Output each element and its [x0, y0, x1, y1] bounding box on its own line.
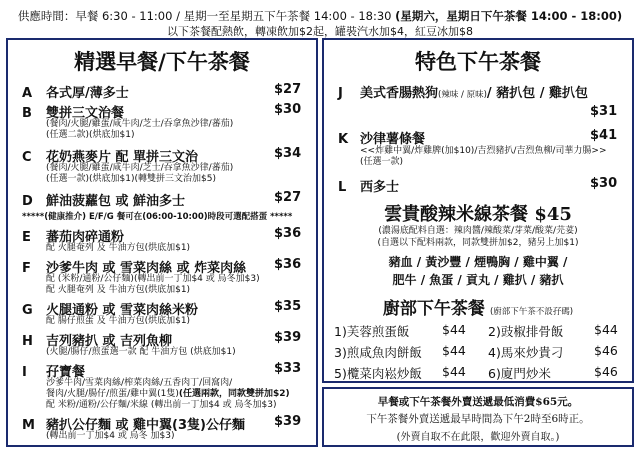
- drink-note: 以下茶餐配熱飲，轉凍飲加$2起，罐裝汽水加$4，紅豆冰加$8: [167, 25, 473, 38]
- item-name: 美式香腸熱狗: [360, 86, 439, 101]
- item-b-detail-2: (任選二款)(烘底加$1): [46, 130, 135, 140]
- item-h-price: $39: [274, 330, 302, 345]
- item-l-price: $30: [590, 176, 618, 191]
- delivery-time-note: 下午茶餐外賣送遞最早時間為下午2時至6時正。: [366, 413, 590, 425]
- item-h-detail: (火腿/腸仔/煎蛋選一款 配 牛油方包 (烘底加$1): [46, 347, 236, 357]
- item-letter: I: [22, 365, 27, 380]
- item-name-tail: / 豬扒包 / 雞扒包: [486, 86, 588, 101]
- item-m-detail: (轉出前一丁加$4 或 烏冬 加$3): [46, 431, 175, 441]
- item-name: 沙爹牛肉 或 雪菜肉絲 或 炸菜肉絲: [46, 261, 247, 276]
- service-hours-weekday: 供應時間：早餐 6:30 - 11:00 / 星期一至星期五下午茶餐 14:00 - 18:30: [17, 9, 392, 23]
- item-j-price: $31: [590, 104, 618, 119]
- item-i-price: $33: [274, 361, 302, 376]
- item-i-detail-3: 配 米粉/通粉/公仔麵/米線 (轉出前一丁加$4 或 烏冬加$3): [46, 400, 277, 410]
- item-letter: M: [22, 418, 35, 433]
- kitchen-dish-3-price: $44: [442, 343, 466, 358]
- item-c-detail: (餐肉/火腿/雞蛋/咸牛肉/芝士/吞拿魚沙律/蕃茄): [46, 163, 234, 173]
- kitchen-set-note: (廚部下午茶不設孖碼): [489, 307, 574, 317]
- item-a-price: $27: [274, 82, 302, 97]
- menu-item-k: [338, 128, 425, 147]
- item-d-price: $27: [274, 190, 302, 205]
- noodle-toppings-row-2: 肥牛 / 魚蛋 / 貢丸 / 雞扒 / 豬扒: [392, 273, 564, 287]
- item-letter: K: [338, 132, 349, 147]
- kitchen-dish-5: 5)欖菜肉崧炒飯: [334, 366, 422, 381]
- item-letter: H: [22, 334, 33, 349]
- item-f-detail-2: 配 火腿奄列 及 牛油方包(烘底加$1): [46, 285, 191, 295]
- item-k-detail: <<炸雞中翼/炸雞脾(加$10)/吉烈豬扒/吉烈魚柳/司華力腸>>: [360, 146, 607, 156]
- noodle-set-heading: [324, 200, 632, 226]
- menu-item-d: [22, 190, 185, 209]
- item-name: 豬扒公仔麵 或 雞中翼(3隻)公仔麵: [46, 418, 245, 433]
- service-hours-weekend: (星期六，星期日下午茶餐 14:00 - 18:00): [395, 9, 623, 23]
- item-name: 吉列豬扒 或 吉列魚柳: [46, 334, 173, 349]
- item-letter: C: [22, 150, 32, 165]
- healthy-note: *****(健康推介) E/F/G 餐可在(06:00-10:00)時段可選配搭蛋 *****: [22, 212, 293, 222]
- self-pickup-note: (外賣自取不在此限，歡迎外賣自取。): [396, 432, 560, 443]
- kitchen-dish-3: 3)煎咸魚肉餅飯: [334, 345, 422, 360]
- item-i-options: 餐肉/火腿/腸仔/煎蛋/雞中翼(1隻): [46, 389, 179, 399]
- kitchen-dish-1-price: $44: [442, 322, 466, 337]
- item-letter: B: [22, 106, 32, 121]
- item-e-price: $36: [274, 226, 302, 241]
- item-g-detail: 配 腸仔煎蛋 及 牛油方包(烘底加$1): [46, 316, 191, 326]
- kitchen-dish-2: 2)豉椒排骨飯: [488, 324, 564, 339]
- item-letter: J: [338, 86, 343, 101]
- menu-item-j: [338, 82, 588, 101]
- item-c-detail-2: (任選一款)(烘底加$1)(轉雙拼三文治加$5): [46, 174, 216, 184]
- item-letter: A: [22, 86, 33, 101]
- item-name: 花奶燕麥片 配 單拼三文治: [46, 150, 199, 165]
- kitchen-dish-1: 1)芙蓉煎蛋飯: [334, 324, 410, 339]
- afternoon-tea-panel: [322, 38, 634, 383]
- item-e-detail: 配 火腿奄列 及 牛油方包(烘底加$1): [46, 243, 191, 253]
- noodle-soup-note: (濃湯底配料自選：辣肉醬/辣酸菜/芽菜/酸菜/芫荽): [378, 226, 578, 236]
- kitchen-set-title: 廚部下午茶餐: [382, 299, 485, 319]
- item-letter: L: [338, 180, 347, 195]
- kitchen-dish-4-price: $46: [594, 343, 618, 358]
- breakfast-panel-title: 精選早餐/下午茶餐: [74, 49, 250, 74]
- item-name: 孖寶餐: [46, 365, 86, 380]
- kitchen-dish-5-price: $44: [442, 364, 466, 379]
- afternoon-tea-panel-title: 特色下午茶餐: [415, 49, 541, 74]
- noodle-toppings-row-1: 豬血 / 黃沙豐 / 煙鴨胸 / 雞中翼 /: [388, 255, 568, 269]
- item-i-combo-note: (任選兩款，同款雙拼加$2): [178, 389, 290, 399]
- item-letter: D: [22, 194, 33, 209]
- item-i-detail: 沙爹牛肉/雪菜肉絲/榨菜肉絲/五香肉丁/回窩肉/: [46, 378, 233, 388]
- kitchen-dish-6-price: $46: [594, 364, 618, 379]
- item-b-detail: (餐肉/火腿/雞蛋/咸牛肉/芝士/吞拿魚沙律/蕃茄): [46, 119, 234, 129]
- item-name: 各式厚/薄多士: [46, 86, 129, 101]
- item-flavour: (辣味 / 原味): [438, 90, 487, 100]
- item-c-price: $34: [274, 146, 302, 161]
- delivery-notice: [322, 387, 634, 447]
- item-letter: E: [22, 230, 31, 245]
- item-i-detail-2: [46, 389, 290, 400]
- item-name: 鮮油菠蘿包 或 鮮油多士: [46, 194, 186, 209]
- item-name: 西多士: [360, 180, 400, 195]
- menu-item-a: [22, 82, 129, 101]
- noodle-set-title: 雲貴酸辣米線茶餐: [384, 204, 529, 225]
- breakfast-panel: [6, 38, 318, 447]
- service-hours: [0, 8, 640, 24]
- item-k-detail-2: (任選一款): [360, 157, 404, 167]
- item-letter: F: [22, 261, 31, 276]
- item-letter: G: [22, 303, 33, 318]
- kitchen-dish-2-price: $44: [594, 322, 618, 337]
- item-b-price: $30: [274, 102, 302, 117]
- item-f-price: $36: [274, 257, 302, 272]
- menu-item-l: [338, 176, 399, 195]
- item-g-price: $35: [274, 299, 302, 314]
- item-name: 沙律薯條餐: [360, 132, 426, 147]
- kitchen-dish-6: 6)廈門炒米: [488, 366, 551, 381]
- item-name: 蕃茄肉碎通粉: [46, 230, 125, 245]
- kitchen-dish-4: 4)馬來炒貴刁: [488, 345, 564, 360]
- item-name: 火腿通粉 或 雪菜肉絲米粉: [46, 303, 199, 318]
- delivery-min-spend: 早餐或下午茶餐外賣送遞最低消費$65元。: [377, 396, 579, 408]
- item-k-price: $41: [590, 128, 618, 143]
- kitchen-set-heading: [324, 294, 632, 319]
- item-m-price: $39: [274, 414, 302, 429]
- item-f-detail: 配 (米粉/通粉/公仔麵)(轉出前一丁加$4 或 烏冬加$3): [46, 274, 260, 284]
- noodle-topping-note: (自選以下配料兩款，同款雙拼加$2，豬另上加$1): [377, 238, 579, 248]
- item-name: 雙拼三文治餐: [46, 106, 125, 121]
- noodle-set-price: $45: [534, 204, 572, 225]
